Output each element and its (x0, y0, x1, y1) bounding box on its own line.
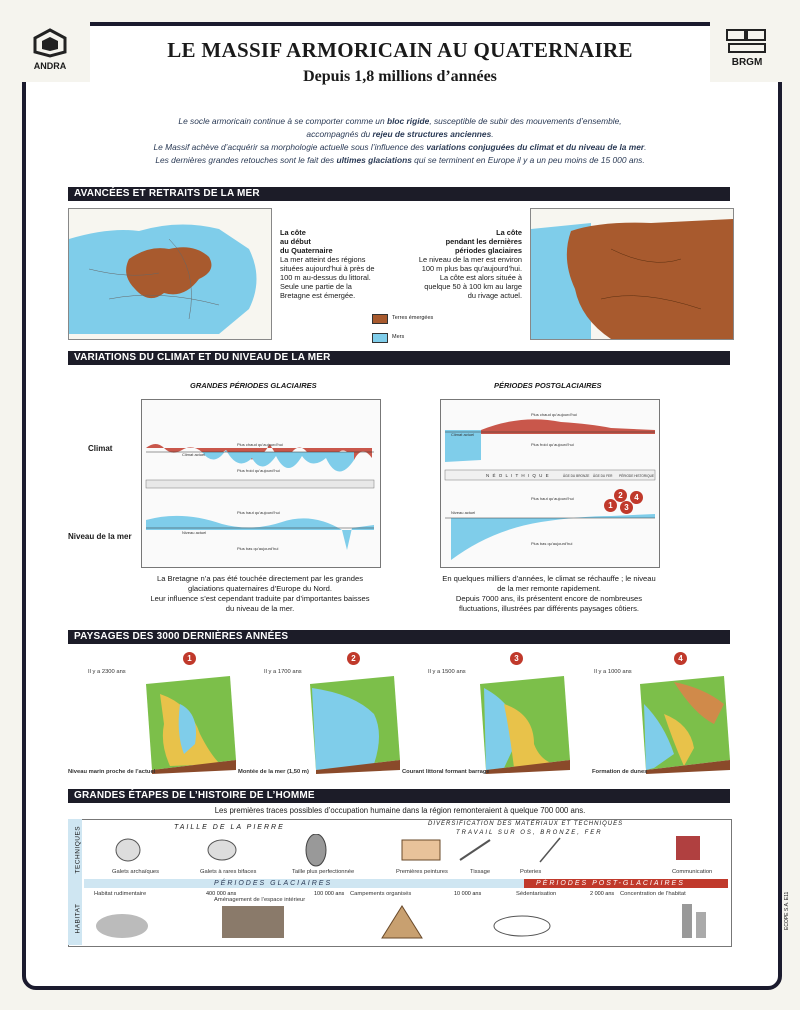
marker-2: 2 (614, 489, 627, 502)
map-glacial-period (530, 208, 734, 340)
marker-4: 4 (630, 491, 643, 504)
time-10k: 10 000 ans (454, 891, 482, 897)
iron-age-label: ÂGE DU FER (593, 474, 613, 478)
landscape-block-1 (140, 674, 240, 774)
intro-text: Le socle armoricain continue à se comporter comme un bloc rigide, susceptible de subir des mouvements d’ensemble, accompagnés du rejeu de structures anciennes. Le Massif achève d’acquérir sa morphologie actuelle sous l’influence des variations conjuguées du climat et du niveau de la mer. Les dernières grandes retouches sont le fait des ultimes glaciations qui se terminent en Europe il y a un peu moins de 15 000 ans. (153, 116, 647, 165)
landscape-block-2 (304, 674, 404, 774)
landscape-age-2: Il y a 1700 ans (264, 669, 302, 675)
band-stone: TAILLE DE LA PIERRE (174, 824, 285, 831)
landscape-age-3: Il y a 1500 ans (428, 669, 466, 675)
tech-item-4: Premières peintures (396, 869, 448, 875)
tool-icons (110, 834, 710, 868)
side-label-habitat: HABITAT (74, 903, 82, 934)
neolithique-label: N É O L I T H I Q U E (486, 473, 550, 478)
landscape-caption-2: Montée de la mer (1,50 m) (238, 769, 309, 775)
sea-now-left: Niveau actuel (182, 530, 207, 535)
warm-label-left: Plus chaud qu’aujourd’hui (237, 442, 283, 447)
glacial-title: GRANDES PÉRIODES GLACIAIRES (190, 381, 317, 390)
landscape-block-3 (474, 674, 574, 774)
habitat-icons (92, 900, 722, 942)
brgm-logo: BRGM (722, 28, 772, 68)
landscape-age-4: Il y a 1000 ans (594, 669, 632, 675)
time-2k: 2 000 ans (590, 891, 615, 897)
marker-3: 3 (620, 501, 633, 514)
landscape-caption-1: Niveau marin proche de l’actuel (68, 769, 156, 775)
history-intro: Les premières traces possibles d’occupation humaine dans la région remonteraient à quelque 700 000 ans. (214, 806, 586, 815)
landscape-age-1: Il y a 2300 ans (88, 669, 126, 675)
side-label-techniques: TECHNIQUES (74, 825, 82, 874)
postglacial-title: PÉRIODES POSTGLACIAIRES (494, 381, 602, 390)
section-header-climate: VARIATIONS DU CLIMAT ET DU NIVEAU DE LA MER (68, 351, 730, 365)
legend-land-swatch (372, 314, 388, 324)
bronze-age-label: ÂGE DU BRONZE (563, 474, 590, 478)
landscape-badge-2: 2 (347, 652, 360, 665)
low-sea-left: Plus bas qu’aujourd’hui (237, 546, 279, 551)
habitat-item-5: Concentration de l’habitat (620, 891, 686, 897)
climate-now-left: Climat actuel (182, 452, 206, 457)
tech-item-3: Taille plus perfectionnée (292, 869, 355, 875)
low-sea-right: Plus bas qu’aujourd’hui (531, 541, 573, 546)
early-coast-text: La côte au début du Quaternaire La mer atteint des régions situées aujourd’hui à près de 100 m au-dessus du littoral. Seule une partie de la Bretagne est émergée. (280, 228, 375, 300)
time-100k: 100 000 ans (314, 891, 345, 897)
section-header-sea: AVANCÉES ET RETRAITS DE LA MER (68, 187, 730, 201)
marker-1: 1 (604, 499, 617, 512)
tech-item-7: Communication (672, 869, 713, 875)
footer-credit: ECOPE S.A. E11 (784, 891, 790, 930)
tech-item-2: Galets à rares bifaces (200, 869, 257, 875)
postglacial-band-label: PÉRIODES POST-GLACIAIRES (536, 880, 685, 887)
page-subtitle: Depuis 1,8 millions d’années (303, 68, 497, 85)
andra-logo: ANDRA (30, 28, 70, 71)
row-label-climate: Climat (88, 444, 113, 453)
landscape-block-4 (634, 674, 734, 774)
habitat-item-4: Sédentarisation (516, 891, 557, 897)
band-bronze: TRAVAIL SUR OS, BRONZE, FER (456, 830, 603, 836)
section-header-landscapes: PAYSAGES DES 3000 DERNIÈRES ANNÉES (68, 630, 730, 644)
section-header-history: GRANDES ÉTAPES DE L’HISTOIRE DE L’HOMME (68, 789, 730, 803)
warm-label-right: Plus chaud qu’aujourd’hui (531, 412, 577, 417)
landscape-badge-4: 4 (674, 652, 687, 665)
landscape-badge-1: 1 (183, 652, 196, 665)
high-sea-right: Plus haut qu’aujourd’hui (531, 496, 574, 501)
tech-item-5: Tissage (470, 869, 491, 875)
cold-label-right: Plus froid qu’aujourd’hui (531, 442, 574, 447)
cold-label-left: Plus froid qu’aujourd’hui (237, 468, 280, 473)
climate-now-right: Climat actuel (451, 432, 475, 437)
tech-item-1: Galets archaïques (112, 869, 160, 875)
page-title: LE MASSIF ARMORICAIN AU QUATERNAIRE (167, 38, 633, 62)
band-diversification: DIVERSIFICATION DES MATÉRIAUX ET TECHNIQUES (428, 821, 624, 827)
habitat-item-3: Campements organisés (350, 891, 412, 897)
time-400k: 400 000 ans (206, 891, 237, 897)
landscape-caption-3: Courant littoral formant barrage (402, 769, 490, 775)
row-label-sea-level: Niveau de la mer (68, 532, 132, 541)
glacial-caption: La Bretagne n’a pas été touchée directement par les grandes glaciations quaternaires d’Europe du Nord. Leur influence s’est cependant traduite par d’importantes baisses du niveau de la mer. (150, 574, 370, 613)
glacial-coast-text: La côte pendant les dernières périodes glaciaires Le niveau de la mer est environ 100 m plus bas qu’aujourd’hui. La côte est alors située à quelque 50 à 100 km au large du rivage actuel. (418, 228, 522, 300)
postglacial-caption: En quelques milliers d’années, le climat se réchauffe ; le niveau de la mer remonte rapidement. Depuis 7000 ans, ils présentent encore de nombreuses fluctuations, illustrées par différents paysages côtiers. (442, 574, 656, 613)
map-early-quaternary (68, 208, 272, 340)
glacial-band-label: PÉRIODES GLACIAIRES (214, 880, 333, 887)
high-sea-left: Plus haut qu’aujourd’hui (237, 510, 280, 515)
sea-now-right: Niveau actuel (451, 510, 476, 515)
habitat-item-2: Aménagement de l’espace intérieur (214, 897, 306, 903)
glacial-chart-panel (141, 399, 381, 568)
landscape-caption-4: Formation de dunes (592, 769, 648, 775)
landscape-badge-3: 3 (510, 652, 523, 665)
postglacial-chart-panel (440, 399, 660, 568)
habitat-item-1: Habitat rudimentaire (94, 891, 147, 897)
legend-sea-swatch (372, 333, 388, 343)
tech-item-6: Poteries (520, 869, 542, 875)
history-label: PÉRIODE HISTORIQUE (619, 474, 655, 478)
